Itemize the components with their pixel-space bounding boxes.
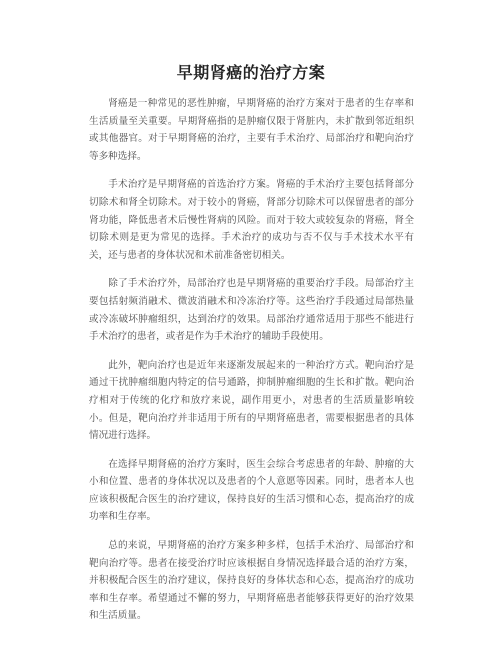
paragraph-intro: 肾癌是一种常见的恶性肿瘤，早期肾癌的治疗方案对于患者的生存率和生活质量至关重要。早期肾癌指的是肿瘤仅限于肾脏内，未扩散到邻近组织或其他器官。对于早期肾癌的治疗，主要有手术治疗、局部治疗和靶向治疗等多种选择。 — [89, 98, 414, 162]
paragraph-surgery: 手术治疗是早期肾癌的首选治疗方案。肾癌的手术治疗主要包括肾部分切除术和肾全切除术。对于较小的肾癌，肾部分切除术可以保留患者的部分肾功能，降低患者术后慢性肾病的风险。而对于较大或较复杂的肾癌，肾全切除术则是更为常见的选择。手术治疗的成功与否不仅与手术技术水平有关，还与患者的身体状况和术前准备密切相关。 — [89, 179, 414, 261]
paragraph-targeted-therapy: 此外，靶向治疗也是近年来逐渐发展起来的一种治疗方式。靶向治疗是通过干扰肿瘤细胞内特定的信号通路，抑制肿瘤细胞的生长和扩散。靶向治疗相对于传统的化疗和放疗来说，副作用更小，对患者的生活质量影响较小。但是，靶向治疗并非适用于所有的早期肾癌患者，需要根据患者的具体情况进行选择。 — [89, 359, 414, 442]
paragraph-summary: 总的来说，早期肾癌的治疗方案多种多样，包括手术治疗、局部治疗和靶向治疗等。患者在接受治疗时应该根据自身情况选择最合适的治疗方案，并积极配合医生的治疗建议，保持良好的身体状态和心态，提高治疗的成功率和生存率。希望通过不懈的努力，早期肾癌患者能够获得更好的治疗效果和生活质量。 — [89, 540, 414, 622]
paragraph-selection: 在选择早期肾癌的治疗方案时，医生会综合考虑患者的年龄、肿瘤的大小和位置、患者的身体状况以及患者的个人意愿等因素。同时，患者本人也应该积极配合医生的治疗建议，保持良好的生活习惯和心态，提高治疗的成功率和生存率。 — [89, 458, 414, 523]
page-title: 早期肾癌的治疗方案 — [176, 63, 326, 82]
paragraph-local-therapy: 除了手术治疗外，局部治疗也是早期肾癌的重要治疗手段。局部治疗主要包括射频消融术、微波消融术和冷冻治疗等。这些治疗手段通过局部热量或冷冻破坏肿瘤组织，达到治疗的效果。局部治疗通常适用于那些不能进行手术治疗的患者，或者是作为手术治疗的辅助手段使用。 — [89, 278, 414, 343]
document-body — [89, 95, 414, 636]
